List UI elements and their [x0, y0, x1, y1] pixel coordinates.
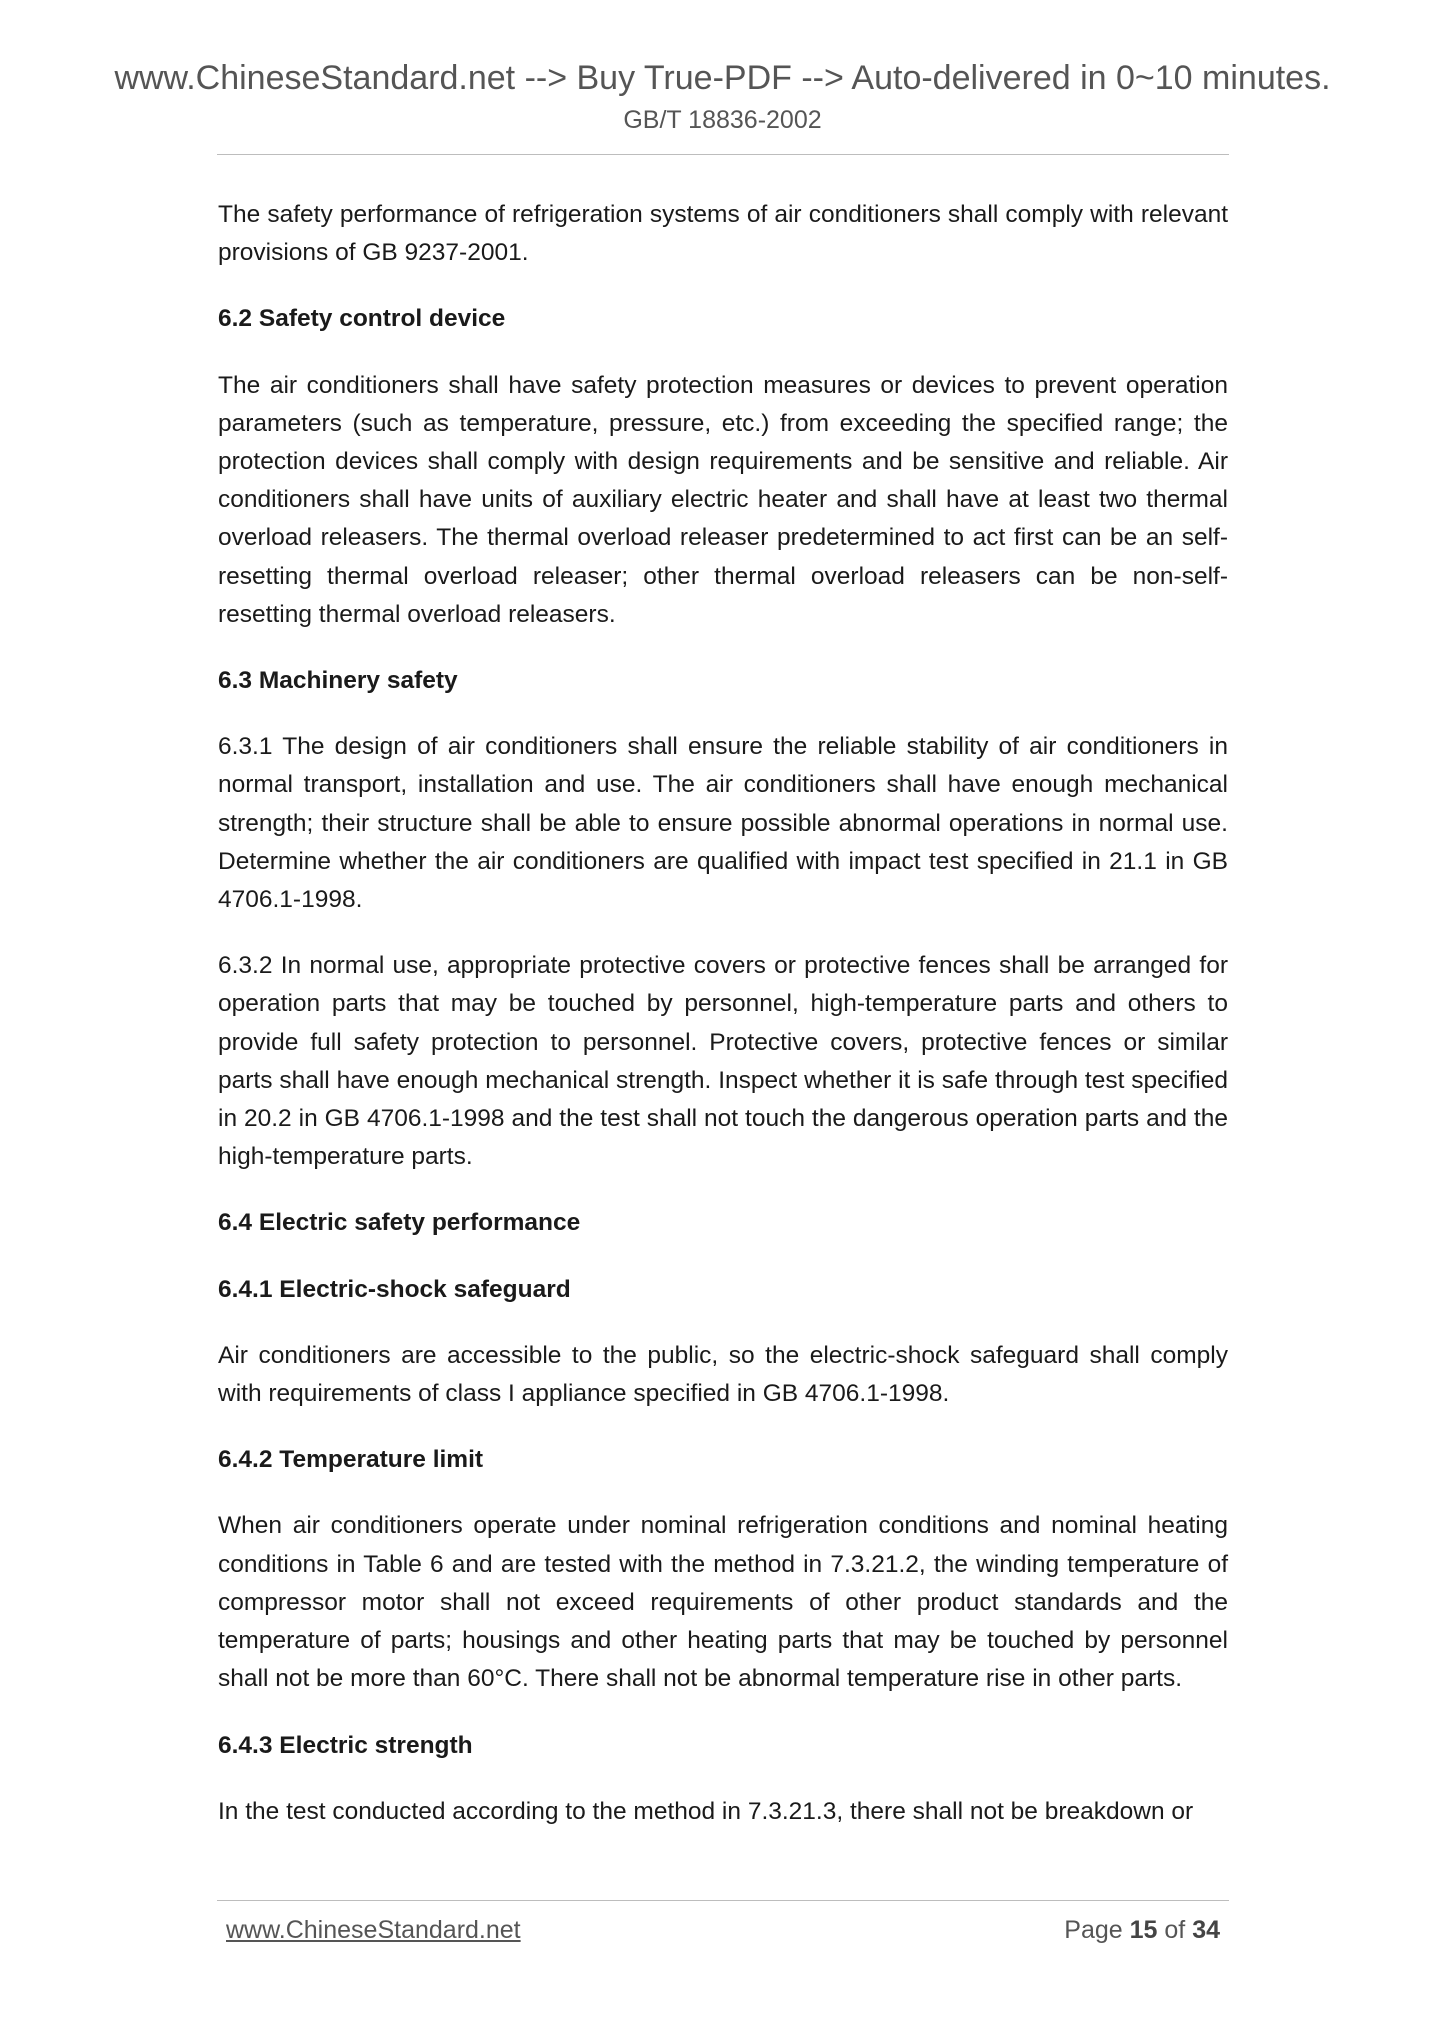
document-id: GB/T 18836-2002 [623, 106, 822, 134]
header-divider [217, 154, 1229, 155]
paragraph-6-3-1: 6.3.1 The design of air conditioners shall ensure the reliable stability of air conditioners in normal transport, installation and use. The air conditioners shall have enough mechanical strength; their structure shall be able to ensure possible abnormal operations in normal use. Determine whether the air conditioners are qualified with impact test specified in 21.1 in GB 4706.1-1998. [218, 733, 1228, 914]
heading-6-3: 6.3 Machinery safety [218, 667, 458, 695]
heading-6-4-2: 6.4.2 Temperature limit [218, 1446, 484, 1474]
intro-paragraph: The safety performance of refrigeration systems of air conditioners shall comply with relevant provisions of GB 9237-2001. [218, 201, 1228, 267]
page-label: Page [1064, 1916, 1123, 1944]
paragraph-6-4-3: In the test conducted according to the method in 7.3.21.3, there shall not be breakdown or [218, 1797, 1194, 1825]
paragraph-6-2: The air conditioners shall have safety protection measures or devices to prevent operation parameters (such as temperature, pressure, etc.) from exceeding the specified range; the protection devices shall comply with design requirements and be sensitive and reliable. Air conditioners shall have units of auxiliary electric heater and shall have at least two thermal overload releasers. The thermal overload releaser predetermined to act first can be an self-resetting thermal overload releaser; other thermal overload releasers can be non-self-resetting thermal overload releasers. [218, 371, 1228, 628]
footer-site-link[interactable]: www.ChineseStandard.net [226, 1916, 521, 1944]
paragraph-6-3-2: 6.3.2 In normal use, appropriate protective covers or protective fences shall be arranged for operation parts that may be touched by personnel, high-temperature parts and others to provide full safety protection to personnel. Protective covers, protective fences or similar parts shall have enough mechanical strength. Inspect whether it is safe through test specified in 20.2 in GB 4706.1-1998 and the test shall not touch the dangerous operation parts and the high-temperature parts. [218, 952, 1228, 1171]
page-content [218, 196, 1228, 1859]
page-current: 15 [1129, 1916, 1158, 1944]
paragraph-6-4-2: When air conditioners operate under nominal refrigeration conditions and nominal heating conditions in Table 6 and are tested with the method in 7.3.21.2, the winding temperature of compressor motor shall not exceed requirements of other product standards and the temperature of parts; housings and other heating parts that may be touched by personnel shall not be more than 60°C. There shall not be abnormal temperature rise in other parts. [218, 1512, 1228, 1693]
page-of-label: of [1164, 1916, 1186, 1944]
heading-6-4: 6.4 Electric safety performance [218, 1209, 581, 1237]
page-number [1064, 1914, 1220, 1946]
paragraph-6-4-1: Air conditioners are accessible to the public, so the electric-shock safeguard shall comply with requirements of class I appliance specified in GB 4706.1-1998. [218, 1341, 1228, 1408]
page-total: 34 [1192, 1916, 1220, 1944]
header-banner: www.ChineseStandard.net --> Buy True-PDF --> Auto-delivered in 0~10 minutes. [114, 59, 1331, 97]
heading-6-2: 6.2 Safety control device [218, 305, 506, 333]
heading-6-4-3: 6.4.3 Electric strength [218, 1731, 473, 1759]
footer-divider [217, 1900, 1229, 1901]
heading-6-4-1: 6.4.1 Electric-shock safeguard [218, 1275, 571, 1303]
